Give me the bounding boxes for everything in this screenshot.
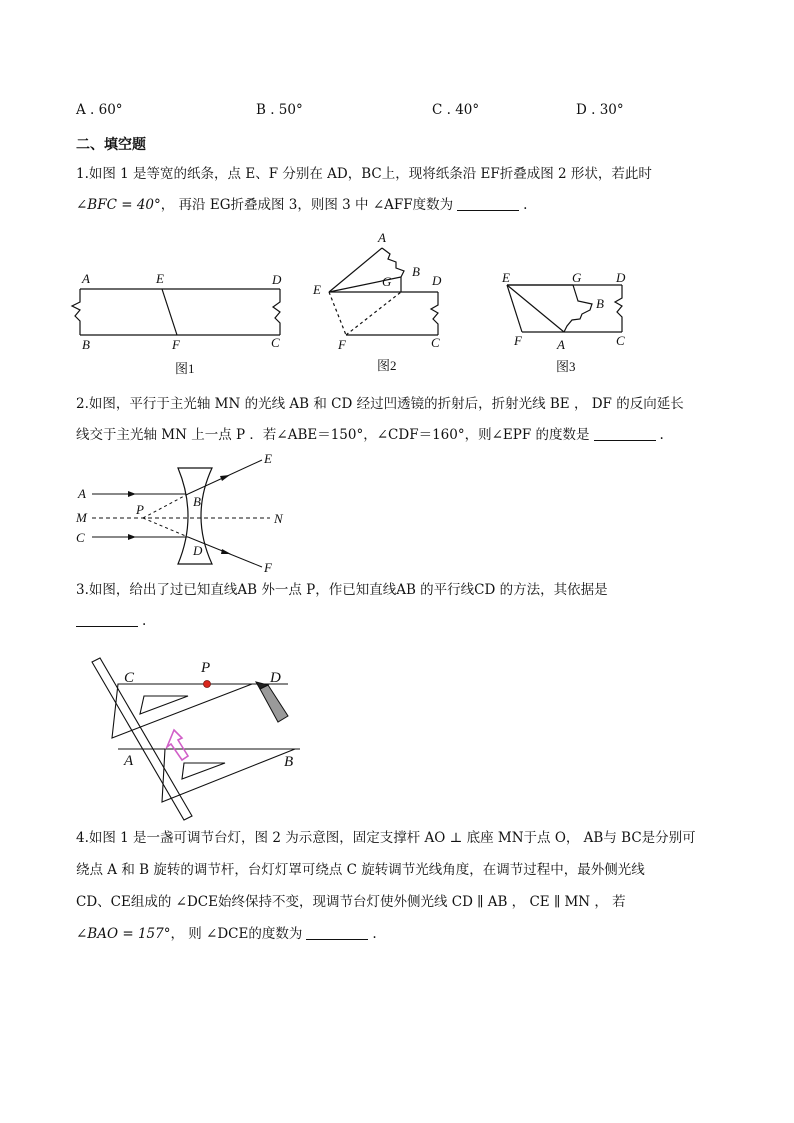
q3-line2 (76, 611, 146, 631)
fig3-label-D: D (616, 270, 626, 285)
q1-line2-end: . (523, 197, 528, 213)
option-d: D . 30° (576, 102, 624, 118)
q4-line3: CD、CE组成的 ∠DCE始终保持不变，现调节台灯使外侧光线 CD ∥ AB ， CE ∥ MN ， 若 (76, 894, 626, 910)
q1-angle-bfc: ∠BFC = 40° (76, 197, 161, 213)
q3-label-D: D (270, 670, 281, 686)
q2-answer-blank[interactable] (594, 427, 656, 441)
q1-figures (70, 228, 650, 383)
section-heading: 二、填空题 (76, 137, 146, 153)
q2-label-D: D (193, 543, 203, 558)
fig1-label-B: B (82, 337, 90, 352)
fig1-caption: 图1 (175, 361, 195, 376)
q1-answer-blank[interactable] (457, 197, 519, 211)
q2-line1: 2.如图，平行于主光轴 MN 的光线 AB 和 CD 经过凹透镜的折射后，折射光线 BE ， DF 的反向延长 (76, 396, 684, 412)
fig1-label-A: A (82, 271, 90, 286)
q4-angle-bao: ∠BAO = 157° (76, 926, 171, 942)
q4-line4-end: . (372, 926, 377, 942)
q3-label-C: C (124, 670, 135, 686)
fig2-caption: 图2 (377, 358, 397, 373)
q2-label-C: C (76, 530, 85, 545)
fig2-label-C: C (431, 335, 440, 350)
fig3-label-C: C (616, 333, 625, 348)
q2-label-B: B (193, 494, 201, 509)
fig1-label-C: C (271, 335, 280, 350)
fig3-label-E: E (502, 270, 510, 285)
q2-lens-figure (70, 448, 300, 578)
fig1-label-D: D (272, 272, 282, 287)
fig2-label-E: E (313, 282, 321, 297)
q3-setsquare-figure (70, 652, 310, 824)
q2-label-F: F (264, 560, 272, 575)
q2-label-M: M (76, 510, 87, 525)
q3-label-A: A (124, 753, 134, 769)
q2-label-A: A (78, 486, 86, 501)
option-a: A . 60° (76, 102, 123, 118)
q1-line2-text: ， 再沿 EG折叠成图 3，则图 3 中 ∠AFF度数为 (160, 197, 454, 213)
fig1-label-F: F (172, 337, 180, 352)
fig2-label-G: G (382, 274, 392, 289)
option-c: C . 40° (432, 102, 480, 118)
fig3-label-A: A (557, 337, 565, 352)
q2-label-E: E (264, 451, 272, 466)
q2-line2-text: 线交于主光轴 MN 上一点 P ．若∠ABE＝150°，∠CDF＝160°，则∠EPF 的度数是 (76, 427, 590, 443)
q4-line1: 4.如图 1 是一盏可调节台灯，图 2 为示意图，固定支撑杆 AO ⊥ 底座 MN于点 O， AB与 BC是分别可 (76, 830, 696, 846)
option-b: B . 50° (256, 102, 303, 118)
q4-line2: 绕点 A 和 B 旋转的调节杆，台灯灯罩可绕点 C 旋转调节光线角度，在调节过程中，最外侧光线 (76, 862, 645, 878)
fig3-label-G: G (572, 270, 582, 285)
fig2-label-B: B (412, 264, 420, 279)
fig3-caption: 图3 (556, 359, 576, 374)
fig1-label-E: E (156, 271, 164, 286)
q4-answer-blank[interactable] (306, 926, 368, 940)
fig2-label-A: A (378, 230, 386, 245)
fig2-label-F: F (338, 337, 346, 352)
q4-line4 (76, 924, 377, 944)
q1-line1: 1.如图 1 是等宽的纸条，点 E、F 分别在 AD，BC上，现将纸条沿 EF折叠成图 2 形状，若此时 (76, 166, 652, 182)
q3-line2-end: . (142, 613, 147, 629)
q4-line4-text: ， 则 ∠DCE的度数为 (170, 926, 303, 942)
q2-label-P: P (136, 502, 144, 517)
q3-answer-blank[interactable] (76, 613, 138, 627)
q2-label-N: N (274, 511, 283, 526)
q2-line2-end: . (659, 427, 664, 443)
q3-label-P: P (201, 660, 211, 676)
q2-line2 (76, 425, 664, 445)
fig2-label-D: D (432, 273, 442, 288)
fig3-label-F: F (514, 333, 522, 348)
q1-line2 (76, 195, 527, 215)
q3-label-B: B (284, 754, 294, 770)
fig3-label-B: B (596, 296, 604, 311)
move-arrow-icon (167, 730, 188, 760)
point-p-dot (204, 681, 211, 688)
q3-line1: 3.如图，给出了过已知直线AB 外一点 P，作已知直线AB 的平行线CD 的方法，其依据是 (76, 582, 608, 598)
